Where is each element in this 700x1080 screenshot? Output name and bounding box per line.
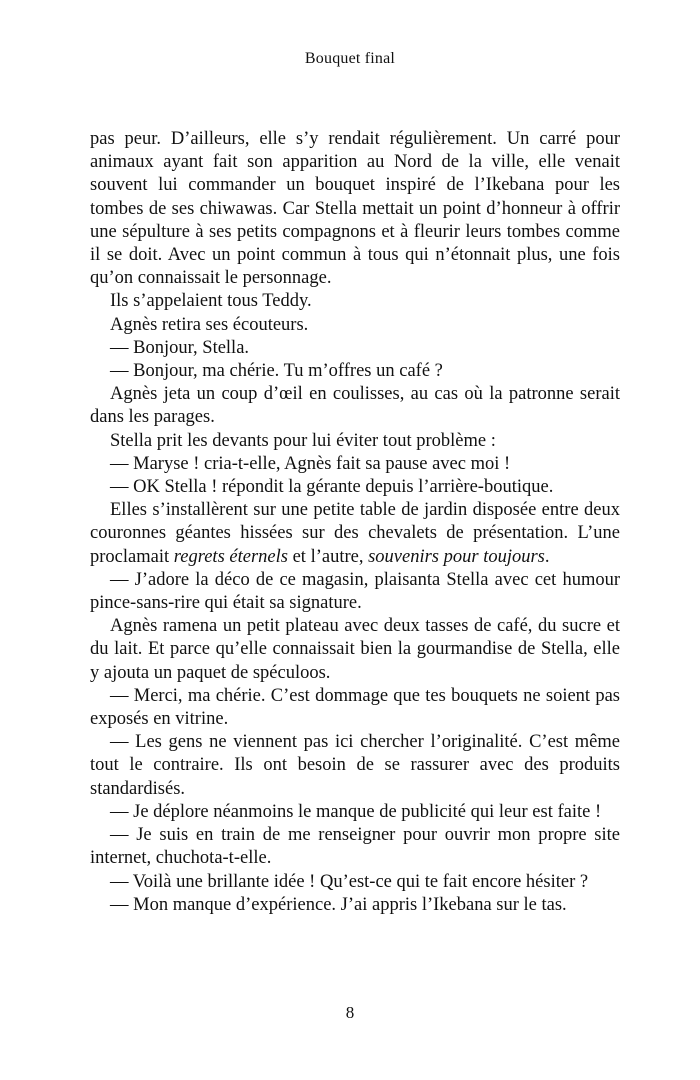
italic-phrase: souvenirs pour toujours <box>368 546 545 567</box>
dialogue-line: — OK Stella ! répondit la gérante depuis l’arrière-boutique. <box>110 477 554 498</box>
dialogue-line: — Voilà une brillante idée ! Qu’est-ce qui te fait encore hésiter ? <box>110 871 589 892</box>
dialogue-line: — Les gens ne viennent pas ici chercher l’originalité. C’est même tout le contraire. Ils ont besoin de se rassurer avec des produits standardisés. <box>90 732 620 799</box>
dialogue-line: — Bonjour, ma chérie. Tu m’offres un café ? <box>110 361 443 382</box>
dialogue-line: — Maryse ! cria-t-elle, Agnès fait sa pause avec moi ! <box>110 453 511 474</box>
dialogue-line: — J’adore la déco de ce magasin, plaisanta Stella avec cet humour pince-sans-rire qui était sa signature. <box>90 569 620 614</box>
dialogue-line: — Mon manque d’expérience. J’ai appris l’Ikebana sur le tas. <box>110 894 567 915</box>
body-text <box>90 128 620 917</box>
paragraph: pas peur. D’ailleurs, elle s’y rendait régulièrement. Un carré pour animaux ayant fait son apparition au Nord de la ville, elle venait souvent lui commander un bouquet inspiré de l’Ikebana pour les tombes de ses chiwawas. Car Stella mettait un point d’honneur à offrir une sépulture à ses petits compagnons et à fleurir leurs tombes comme il se doit. Avec un point commun à tous qui n’étonnait plus, une fois qu’on connaissait le personnage. <box>90 129 620 289</box>
dialogue-line: — Je déplore néanmoins le manque de publicité qui leur est faite ! <box>110 801 602 822</box>
paragraph <box>90 499 620 569</box>
paragraph: Agnès ramena un petit plateau avec deux tasses de café, du sucre et du lait. Et parce qu’elle connaissait bien la gourmandise de Stella, elle y ajouta un paquet de spéculoos. <box>90 616 620 683</box>
paragraph: Ils s’appelaient tous Teddy. <box>110 291 312 312</box>
paragraph: Stella prit les devants pour lui éviter tout problème : <box>110 430 496 451</box>
running-head: Bouquet final <box>304 50 396 67</box>
dialogue-line: — Je suis en train de me renseigner pour ouvrir mon propre site internet, chuchota-t-elle. <box>90 825 620 869</box>
dialogue-line: — Bonjour, Stella. <box>110 337 250 358</box>
paragraph: Agnès jeta un coup d’œil en coulisses, au cas où la patronne serait dans les parages. <box>90 384 620 428</box>
paragraph-text: . <box>544 546 550 567</box>
paragraph-text: et l’autre, <box>287 546 369 567</box>
italic-phrase: regrets éternels <box>173 546 288 567</box>
paragraph: Agnès retira ses écouteurs. <box>110 314 309 335</box>
dialogue-line: — Merci, ma chérie. C’est dommage que tes bouquets ne soient pas exposés en vitrine. <box>90 685 620 730</box>
paragraph-text: Elles s’installèrent sur une petite table de jardin disposée entre deux couronnes géantes hissées sur des chevalets de présentation. L’une proclamait <box>90 500 620 567</box>
page-number: 8 <box>345 1003 355 1022</box>
